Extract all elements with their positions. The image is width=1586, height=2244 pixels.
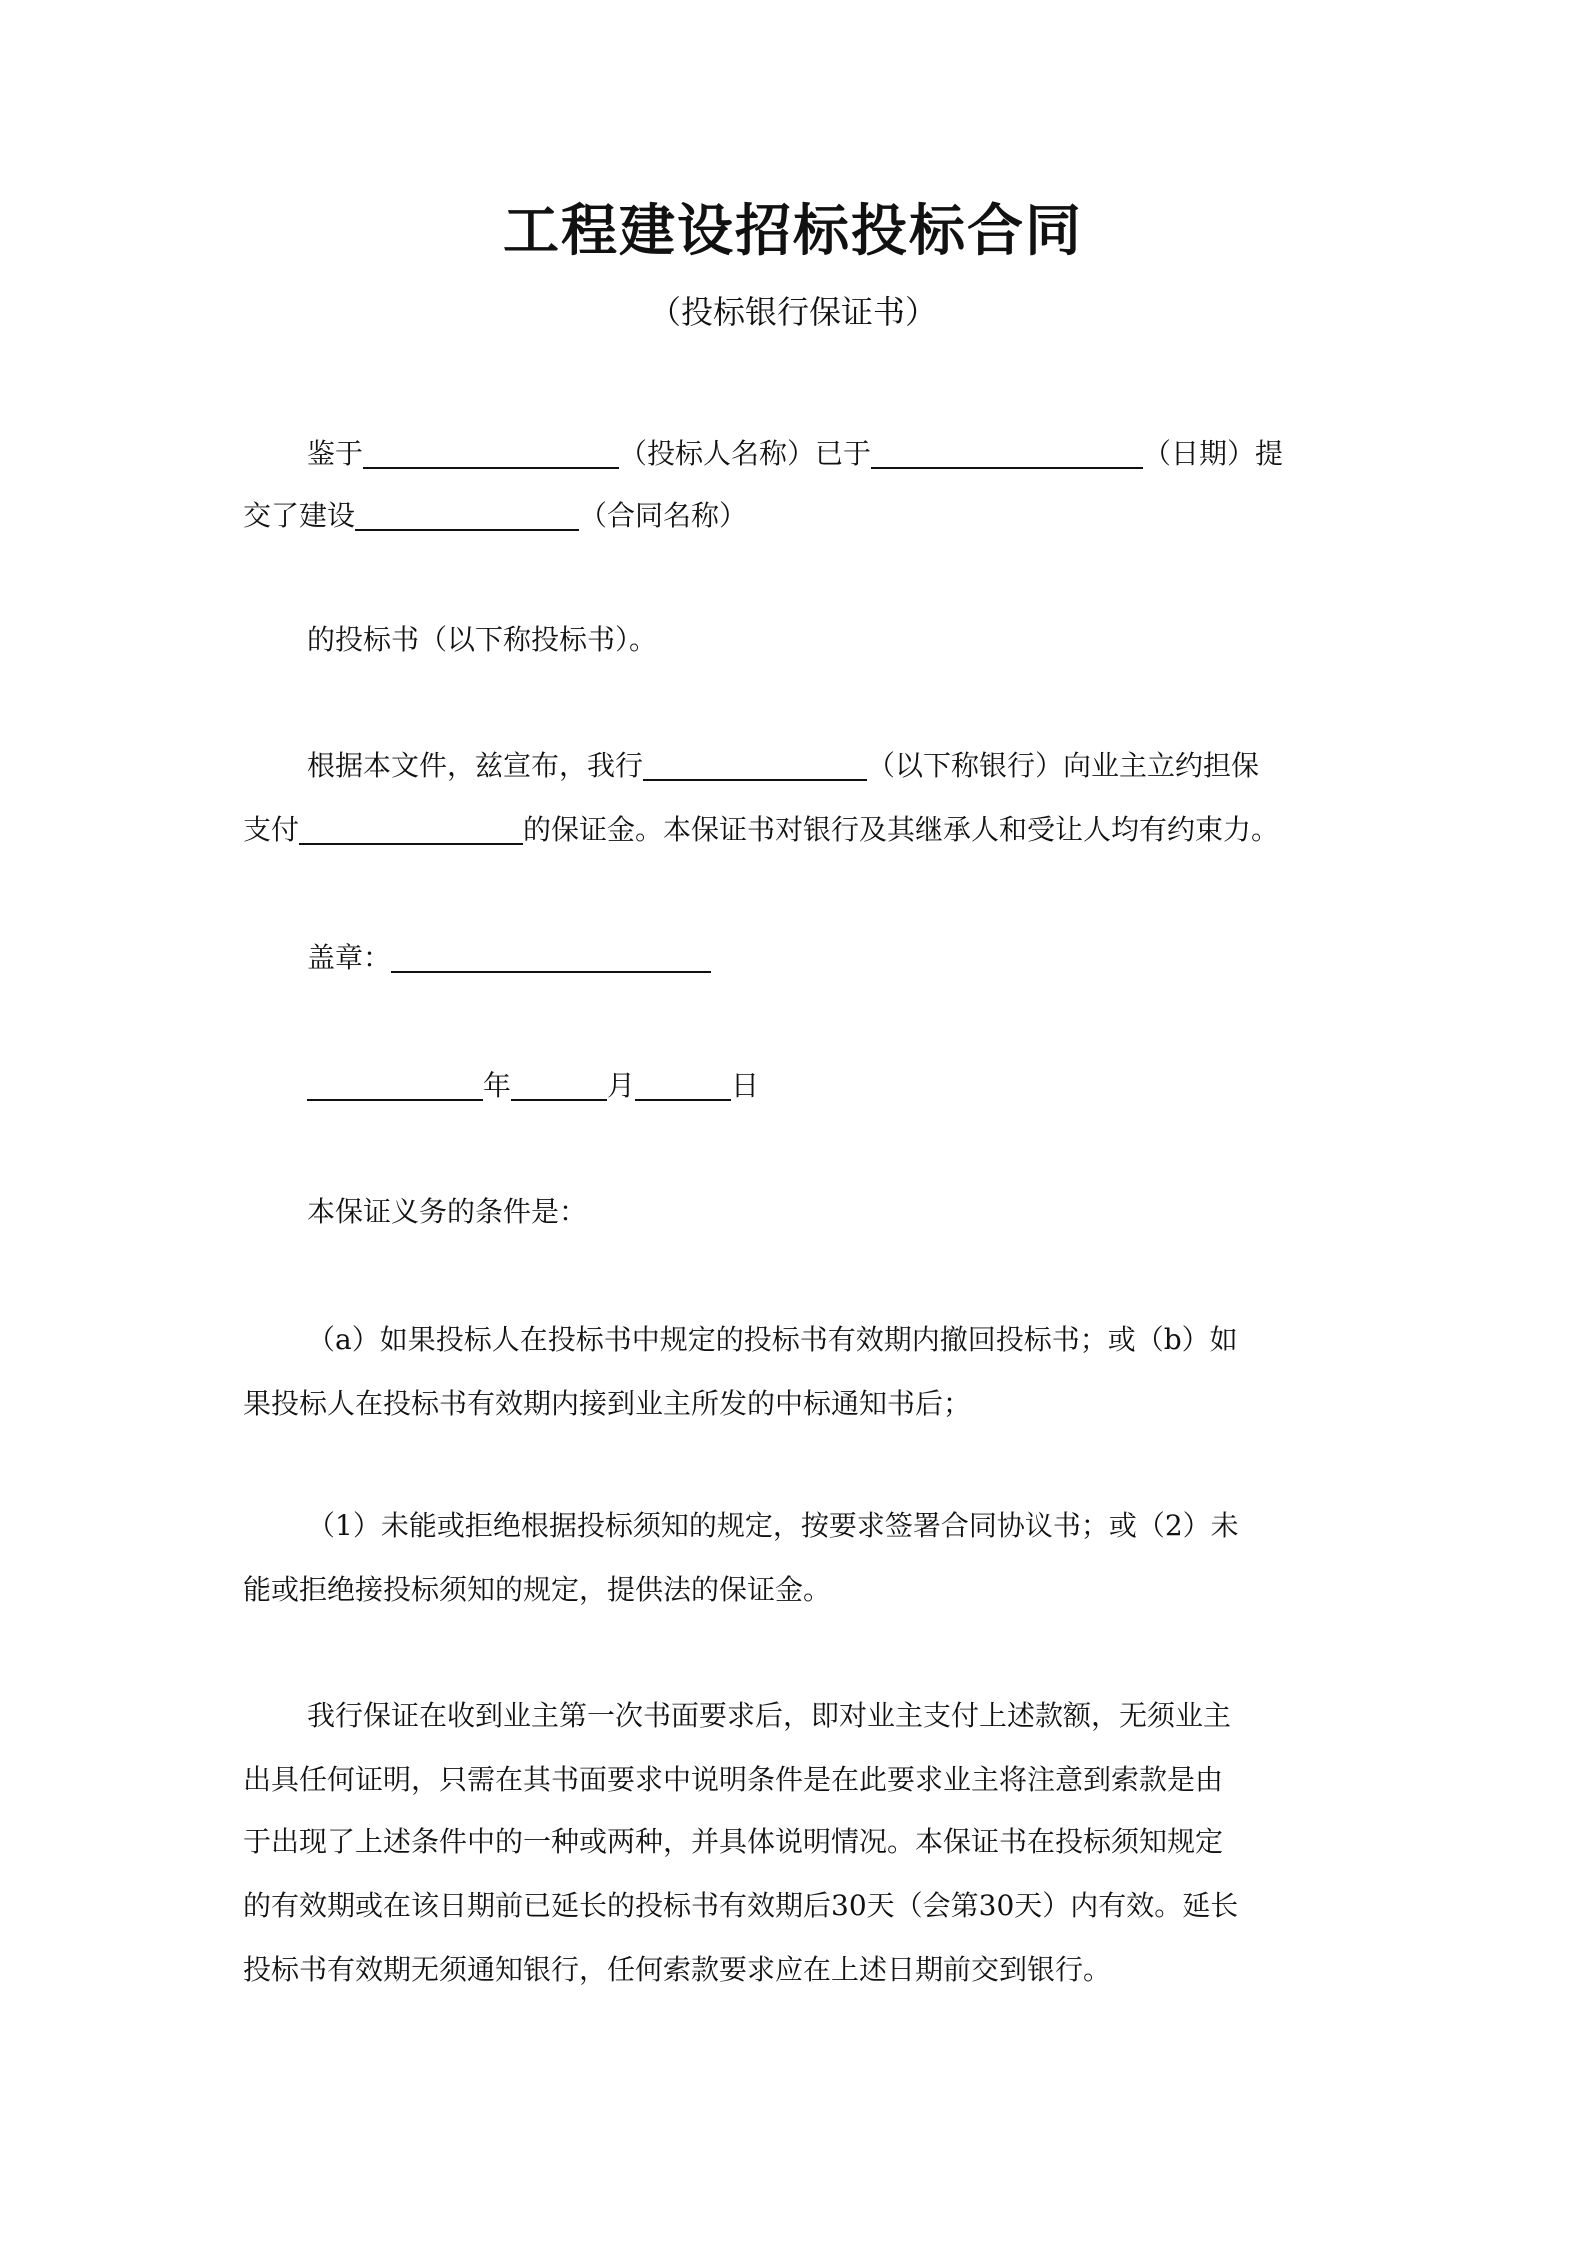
date-line bbox=[243, 1066, 1353, 1106]
seal-line bbox=[243, 938, 1353, 978]
document-title: 工程建设招标投标合同 bbox=[503, 199, 1083, 264]
month-label: 月 bbox=[607, 1069, 636, 1102]
seal-blank[interactable] bbox=[391, 941, 711, 973]
paragraph-line: 的有效期或在该日期前已延长的投标书有效期后30天（会第30天）内有效。延长 bbox=[243, 1889, 1239, 1922]
year-label: 年 bbox=[483, 1069, 512, 1102]
bank-name-blank[interactable] bbox=[643, 749, 867, 781]
paragraph-line: 投标书有效期无须通知银行，任何索款要求应在上述日期前交到银行。 bbox=[243, 1953, 1112, 1986]
text-segment: 交了建设 bbox=[243, 499, 356, 532]
text-segment: （合同名称） bbox=[579, 499, 748, 532]
paragraph-line: 能或拒绝接投标须知的规定，提供法的保证金。 bbox=[243, 1573, 832, 1606]
document-subtitle: （投标银行保证书） bbox=[648, 293, 937, 331]
seal-label: 盖章： bbox=[307, 941, 392, 974]
paragraph-line: 的投标书（以下称投标书）。 bbox=[307, 623, 658, 656]
year-blank[interactable] bbox=[307, 1069, 483, 1101]
text-segment: （投标人名称）已于 bbox=[619, 437, 872, 470]
text-segment: （日期）提 bbox=[1143, 437, 1284, 470]
paragraph-line: （1）未能或拒绝根据投标须知的规定，按要求签署合同协议书；或（2）未 bbox=[307, 1509, 1239, 1542]
date-blank[interactable] bbox=[871, 437, 1143, 469]
paragraph-line: （a）如果投标人在投标书中规定的投标书有效期内撤回投标书；或（b）如 bbox=[307, 1323, 1238, 1356]
text-segment: （以下称银行）向业主立约担保 bbox=[867, 749, 1260, 782]
text-segment: 支付 bbox=[243, 813, 300, 846]
paragraph-line bbox=[243, 496, 1353, 536]
text-segment: 的保证金。本保证书对银行及其继承人和受让人均有约束力。 bbox=[523, 813, 1280, 846]
day-label: 日 bbox=[731, 1069, 760, 1102]
paragraph-line: 出具任何证明，只需在其书面要求中说明条件是在此要求业主将注意到索款是由 bbox=[243, 1763, 1224, 1796]
month-blank[interactable] bbox=[511, 1069, 607, 1101]
text-segment: 鉴于 bbox=[307, 437, 364, 470]
day-blank[interactable] bbox=[635, 1069, 731, 1101]
amount-blank[interactable] bbox=[299, 813, 523, 845]
text-segment: 根据本文件，兹宣布，我行 bbox=[307, 749, 644, 782]
contract-name-blank[interactable] bbox=[355, 499, 579, 531]
paragraph-line: 果投标人在投标书有效期内接到业主所发的中标通知书后； bbox=[243, 1387, 972, 1420]
paragraph-line bbox=[243, 434, 1353, 474]
paragraph-line: 我行保证在收到业主第一次书面要求后，即对业主支付上述款额，无须业主 bbox=[307, 1699, 1232, 1732]
paragraph-line bbox=[243, 810, 1353, 850]
paragraph-line: 于出现了上述条件中的一种或两种，并具体说明情况。本保证书在投标须知规定 bbox=[243, 1825, 1224, 1858]
paragraph-line bbox=[243, 746, 1353, 786]
paragraph-line: 本保证义务的条件是： bbox=[307, 1195, 588, 1228]
bidder-name-blank[interactable] bbox=[363, 437, 619, 469]
